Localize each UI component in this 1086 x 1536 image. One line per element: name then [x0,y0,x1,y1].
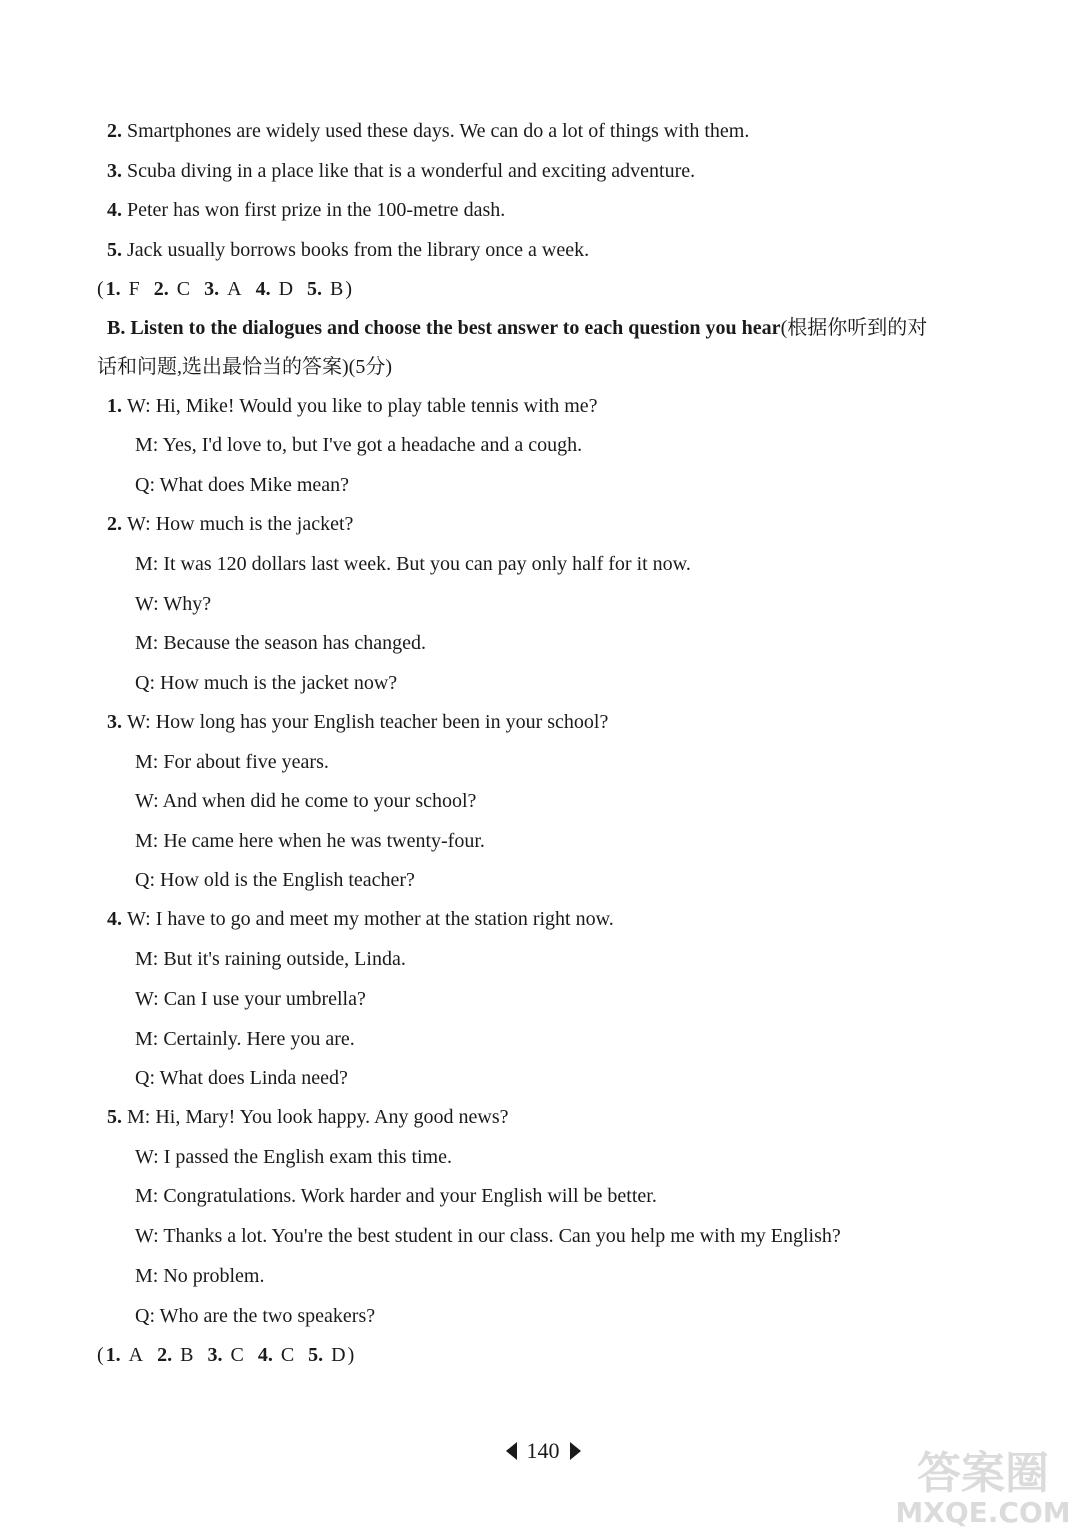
watermark-line1: 答案圈 [917,1448,1049,1499]
dialogue-text: How old is the English teacher? [160,869,415,891]
speaker-label: Q: [135,474,155,496]
answer-number: 5. [307,278,323,300]
dialogue-line [135,789,476,813]
dialogue-line [135,1145,452,1169]
answer-letter: B [180,1344,194,1366]
speaker-label: M: [135,553,159,575]
speaker-label: M: [135,751,159,773]
dialogue-text: Yes, I'd love to, but I've got a headache and a cough. [162,434,583,456]
watermark-line2: MXQE.COM [895,1496,1071,1529]
dialogue-line [135,1066,348,1090]
answer-letter: C [280,1344,295,1366]
answer-number: 2. [157,1344,173,1366]
answer-letter: A [227,278,242,300]
dialogue-line [135,1184,657,1208]
answer-key-a: ( 1. F 2. C 3. A 4. D 5. B ) [97,278,353,300]
speaker-label: M: [127,1106,151,1128]
dialogue-line [107,1105,508,1129]
dialogue-line [107,710,608,734]
dialogue-text: For about five years. [163,751,329,773]
heading-chinese: (根据你听到的对 [780,317,928,339]
speaker-label: M: [135,948,159,970]
speaker-label: W: [135,1146,159,1168]
dialogue-line [135,1027,355,1051]
dialogue-line [135,631,426,655]
speaker-label: Q: [135,1305,155,1327]
dialogue-text: How much is the jacket? [155,513,354,535]
speaker-label: Q: [135,672,155,694]
dialogue-text: Thanks a lot. You're the best student in our class. Can you help me with my English? [163,1225,841,1247]
speaker-label: Q: [135,1067,155,1089]
item-text: Scuba diving in a place like that is a wonderful and exciting adventure. [127,160,696,182]
speaker-label: M: [135,1185,159,1207]
dialogue-text: Who are the two speakers? [159,1305,376,1327]
dialogue-text: Hi, Mike! Would you like to play table tennis with me? [155,395,598,417]
answer-letter: D [278,278,294,300]
item-number: 5. [107,239,122,261]
triangle-left-icon [506,1442,517,1460]
speaker-label: W: [127,711,151,733]
speaker-label: M: [135,434,159,456]
dialogue-line [135,868,415,892]
sentence-item [107,159,695,183]
speaker-label: W: [127,513,151,535]
dialogue-text: Can I use your umbrella? [163,988,366,1010]
speaker-label: W: [135,1225,159,1247]
dialogue-line [107,907,614,931]
dialogue-number: 4. [107,908,122,930]
dialogue-text: Certainly. Here you are. [163,1028,355,1050]
dialogue-line [107,394,598,418]
answer-key-b: ( 1. A 2. B 3. C 4. C 5. D ) [97,1344,355,1366]
speaker-label: Q: [135,869,155,891]
answer-letter: C [176,278,191,300]
item-number: 4. [107,199,122,221]
dialogue-line [107,512,353,536]
dialogue-number: 2. [107,513,122,535]
dialogue-line [135,1264,264,1288]
dialogue-text: Hi, Mary! You look happy. Any good news? [155,1106,509,1128]
dialogue-line [135,1304,375,1328]
answer-letter: F [128,278,140,300]
item-text: Peter has won first prize in the 100-metre dash. [127,199,506,221]
dialogue-line [135,947,406,971]
answer-letter: D [331,1344,346,1366]
speaker-label: W: [127,395,151,417]
item-number: 3. [107,160,122,182]
answer-number: 4. [257,1344,273,1366]
section-b-heading-cont [97,355,392,379]
dialogue-line [135,552,691,576]
dialogue-text: But it's raining outside, Linda. [163,948,406,970]
dialogue-line [135,592,211,616]
dialogue-line [135,1224,841,1248]
page-number-text: 140 [526,1438,560,1463]
watermark-logo [888,1440,1078,1530]
speaker-label: M: [135,632,159,654]
dialogue-text: Why? [163,593,212,615]
dialogue-text: He came here when he was twenty-four. [163,830,485,852]
dialogue-line [135,750,329,774]
answer-number: 1. [105,278,121,300]
triangle-right-icon [570,1442,581,1460]
dialogue-text: Congratulations. Work harder and your English will be better. [163,1185,657,1207]
dialogue-text: How much is the jacket now? [160,672,398,694]
speaker-label: M: [135,1265,159,1287]
answer-number: 1. [105,1344,121,1366]
answer-letter: A [128,1344,144,1366]
answer-number: 3. [204,278,220,300]
speaker-label: W: [127,908,151,930]
dialogue-text: It was 120 dollars last week. But you can pay only half for it now. [163,553,691,575]
speaker-label: W: [135,593,159,615]
dialogue-line [135,433,582,457]
heading-english: B. Listen to the dialogues and choose the best answer to each question you hear [107,317,781,339]
dialogue-text: I have to go and meet my mother at the station right now. [155,908,614,930]
speaker-label: W: [135,790,159,812]
dialogue-number: 1. [107,395,122,417]
dialogue-text: What does Mike mean? [159,474,350,496]
item-text: Smartphones are widely used these days. We can do a lot of things with them. [127,120,750,142]
dialogue-text: No problem. [163,1265,265,1287]
answer-number: 3. [207,1344,223,1366]
answer-number: 5. [308,1344,324,1366]
answer-letter: C [230,1344,244,1366]
item-number: 2. [107,120,122,142]
dialogue-text: How long has your English teacher been in your school? [155,711,609,733]
dialogue-line [135,829,485,853]
heading-chinese: 话和问题,选出最恰当的答案)(5分) [97,356,392,378]
sentence-item [107,119,749,143]
dialogue-line [135,671,397,695]
dialogue-text: Because the season has changed. [163,632,427,654]
speaker-label: W: [135,988,159,1010]
dialogue-text: I passed the English exam this time. [163,1146,452,1168]
section-b-heading [107,316,927,340]
speaker-label: M: [135,830,159,852]
sentence-item [107,238,589,262]
dialogue-number: 5. [107,1106,122,1128]
item-text: Jack usually borrows books from the library once a week. [127,239,590,261]
sentence-item [107,198,505,222]
dialogue-text: What does Linda need? [159,1067,348,1089]
dialogue-text: And when did he come to your school? [162,790,477,812]
dialogue-line [135,987,366,1011]
dialogue-number: 3. [107,711,122,733]
answer-number: 2. [153,278,169,300]
speaker-label: M: [135,1028,159,1050]
answer-number: 4. [255,278,271,300]
dialogue-line [135,473,349,497]
answer-letter: B [330,278,344,300]
